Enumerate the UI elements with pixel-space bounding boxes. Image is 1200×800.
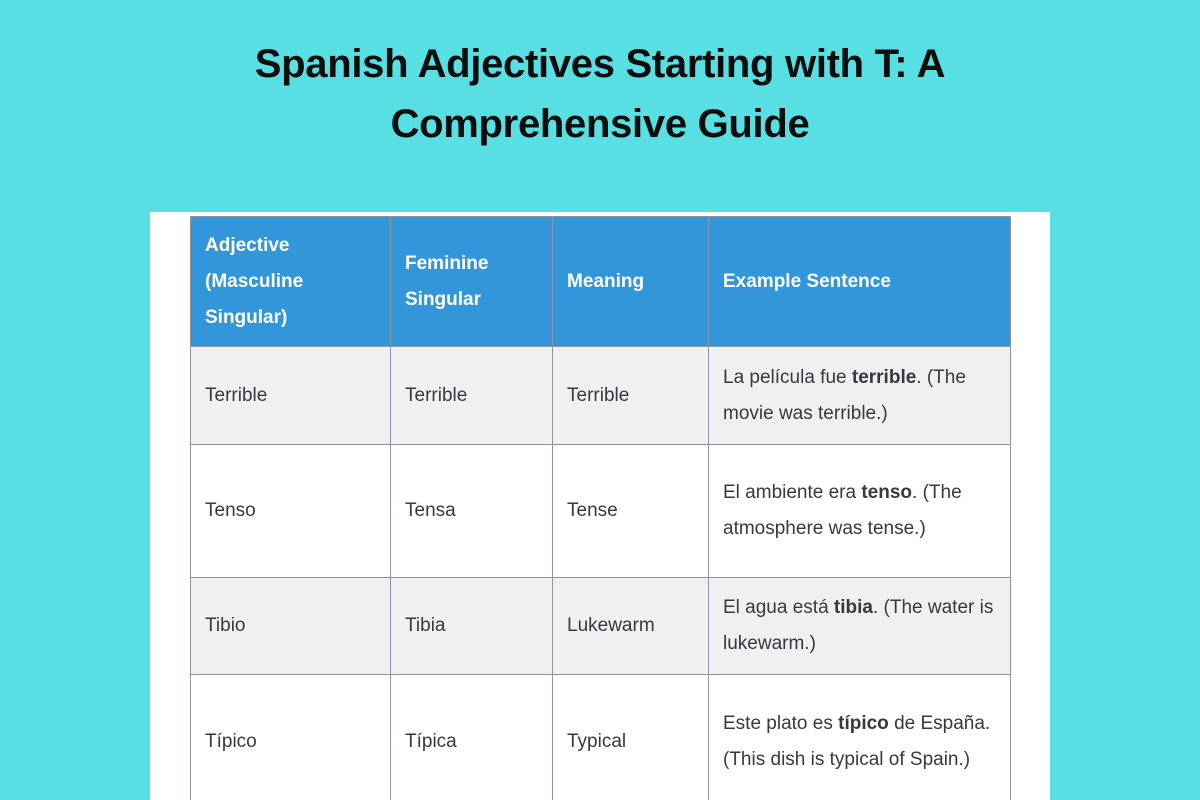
table-row bbox=[191, 445, 1011, 578]
cell-feminine: Tibia bbox=[391, 578, 553, 675]
cell-feminine: Tensa bbox=[391, 445, 553, 578]
example-text: . (The movie was terrible.) bbox=[723, 366, 966, 424]
cell-meaning: Typical bbox=[553, 675, 709, 800]
table-header-row bbox=[191, 217, 1011, 347]
cell-example bbox=[709, 578, 1011, 675]
cell-meaning: Lukewarm bbox=[553, 578, 709, 675]
adjectives-table bbox=[190, 216, 1011, 800]
cell-meaning: Tense bbox=[553, 445, 709, 578]
cell-example bbox=[709, 347, 1011, 445]
example-text: El agua está bbox=[723, 597, 834, 618]
example-text: La película fue bbox=[723, 366, 852, 388]
table-row bbox=[191, 347, 1011, 445]
example-bold-word: tibia bbox=[833, 597, 873, 618]
cell-adjective: Tibio bbox=[191, 578, 391, 675]
cell-adjective: Terrible bbox=[191, 347, 391, 445]
column-header-meaning: Meaning bbox=[553, 217, 709, 347]
page-title: Spanish Adjectives Starting with T: A Comprehensive Guide bbox=[254, 42, 946, 146]
example-bold-word: típico bbox=[838, 712, 889, 734]
cell-adjective: Típico bbox=[191, 675, 391, 800]
table-header bbox=[191, 217, 1011, 347]
table-row bbox=[191, 578, 1011, 675]
cell-example bbox=[709, 445, 1011, 578]
cell-feminine: Típica bbox=[391, 675, 553, 800]
example-bold-word: terrible bbox=[851, 366, 917, 388]
example-text: . (The water is lukewarm.) bbox=[723, 597, 994, 654]
page-background bbox=[0, 34, 1200, 800]
content-card bbox=[150, 212, 1050, 800]
example-text: . (The atmosphere was tense.) bbox=[723, 482, 962, 539]
example-bold-word: tenso bbox=[861, 482, 913, 503]
column-header-example: Example Sentence bbox=[709, 217, 1011, 347]
cell-feminine: Terrible bbox=[391, 347, 553, 445]
column-header-adjective: Adjective (Masculine Singular) bbox=[191, 217, 391, 347]
example-text: de España. (This dish is typical of Spain.) bbox=[723, 712, 991, 770]
cell-example bbox=[709, 675, 1011, 800]
example-text: Este plato es bbox=[723, 712, 839, 734]
column-header-feminine: Feminine Singular bbox=[391, 217, 553, 347]
table-row bbox=[191, 675, 1011, 800]
example-text: El ambiente era bbox=[723, 482, 862, 503]
cell-meaning: Terrible bbox=[553, 347, 709, 445]
cell-adjective: Tenso bbox=[191, 445, 391, 578]
